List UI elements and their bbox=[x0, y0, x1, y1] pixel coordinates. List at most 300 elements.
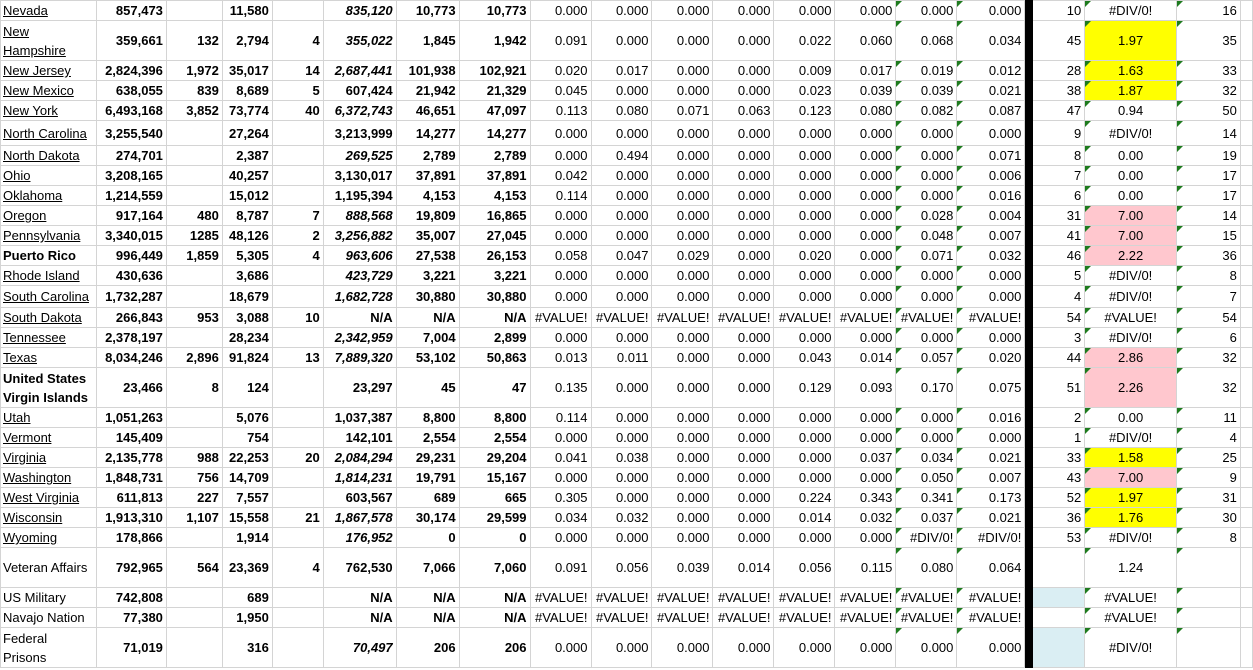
ratio-cell[interactable]: 0.000 bbox=[713, 246, 774, 266]
count-cell[interactable] bbox=[166, 121, 222, 146]
score-cell[interactable]: #DIV/0! bbox=[1085, 1, 1177, 21]
rank-cell[interactable]: 6 bbox=[1033, 186, 1085, 206]
count-cell[interactable]: 10 bbox=[272, 308, 323, 328]
ratio-cell[interactable]: 0.000 bbox=[530, 428, 591, 448]
rank-cell[interactable] bbox=[1033, 608, 1085, 628]
empty-cell[interactable] bbox=[1240, 628, 1252, 668]
count-cell[interactable]: 15,012 bbox=[222, 186, 272, 206]
empty-cell[interactable] bbox=[1240, 328, 1252, 348]
ratio-cell[interactable]: 0.000 bbox=[652, 328, 713, 348]
value-cell[interactable]: 423,729 bbox=[323, 266, 396, 286]
ratio-cell[interactable]: 0.045 bbox=[530, 81, 591, 101]
count-cell[interactable]: 5,305 bbox=[222, 246, 272, 266]
count-cell[interactable] bbox=[166, 166, 222, 186]
ratio-cell[interactable]: 0.000 bbox=[957, 328, 1025, 348]
ratio-cell[interactable]: 0.000 bbox=[591, 488, 652, 508]
value-cell[interactable]: 176,952 bbox=[323, 528, 396, 548]
ratio-cell[interactable]: 0.000 bbox=[896, 408, 957, 428]
count-cell[interactable]: 40 bbox=[272, 101, 323, 121]
ratio-cell[interactable]: 0.170 bbox=[896, 368, 957, 408]
value-cell[interactable]: N/A bbox=[396, 308, 459, 328]
rank-cell[interactable]: 51 bbox=[1033, 368, 1085, 408]
total-cell[interactable]: 792,965 bbox=[96, 548, 166, 588]
score-cell[interactable]: 2.26 bbox=[1085, 368, 1177, 408]
score-cell[interactable]: 2.22 bbox=[1085, 246, 1177, 266]
value-cell[interactable]: 3,130,017 bbox=[323, 166, 396, 186]
ratio-cell[interactable]: 0.000 bbox=[896, 628, 957, 668]
jurisdiction-cell[interactable]: Navajo Nation bbox=[1, 608, 97, 628]
count-cell[interactable]: 1,972 bbox=[166, 61, 222, 81]
count-cell[interactable]: 21 bbox=[272, 508, 323, 528]
ratio-cell[interactable]: 0.000 bbox=[713, 186, 774, 206]
ratio-cell[interactable]: 0.013 bbox=[530, 348, 591, 368]
ratio-cell[interactable]: 0.021 bbox=[957, 81, 1025, 101]
value-cell[interactable]: 206 bbox=[396, 628, 459, 668]
ratio-cell[interactable]: 0.037 bbox=[835, 448, 896, 468]
ratio-cell[interactable]: 0.000 bbox=[774, 328, 835, 348]
ratio-cell[interactable]: 0.012 bbox=[957, 61, 1025, 81]
rank-cell[interactable] bbox=[1177, 608, 1241, 628]
total-cell[interactable]: 638,055 bbox=[96, 81, 166, 101]
ratio-cell[interactable]: 0.050 bbox=[896, 468, 957, 488]
value-cell[interactable]: N/A bbox=[459, 608, 530, 628]
value-cell[interactable]: 14,277 bbox=[459, 121, 530, 146]
count-cell[interactable]: 14 bbox=[272, 61, 323, 81]
ratio-cell[interactable]: 0.000 bbox=[774, 468, 835, 488]
ratio-cell[interactable]: 0.000 bbox=[530, 528, 591, 548]
value-cell[interactable]: 21,942 bbox=[396, 81, 459, 101]
ratio-cell[interactable]: 0.000 bbox=[835, 246, 896, 266]
ratio-cell[interactable]: #VALUE! bbox=[896, 308, 957, 328]
ratio-cell[interactable]: 0.034 bbox=[896, 448, 957, 468]
rank-cell[interactable]: 2 bbox=[1033, 408, 1085, 428]
ratio-cell[interactable]: 0.000 bbox=[896, 166, 957, 186]
count-cell[interactable] bbox=[166, 328, 222, 348]
ratio-cell[interactable]: 0.000 bbox=[774, 166, 835, 186]
value-cell[interactable]: 762,530 bbox=[323, 548, 396, 588]
count-cell[interactable] bbox=[272, 628, 323, 668]
value-cell[interactable]: 53,102 bbox=[396, 348, 459, 368]
count-cell[interactable]: 15,558 bbox=[222, 508, 272, 528]
value-cell[interactable]: 4,153 bbox=[396, 186, 459, 206]
value-cell[interactable]: 963,606 bbox=[323, 246, 396, 266]
ratio-cell[interactable]: 0.014 bbox=[835, 348, 896, 368]
total-cell[interactable]: 611,813 bbox=[96, 488, 166, 508]
rank-cell[interactable]: 43 bbox=[1033, 468, 1085, 488]
ratio-cell[interactable]: 0.000 bbox=[835, 628, 896, 668]
count-cell[interactable]: 5 bbox=[272, 81, 323, 101]
value-cell[interactable]: 70,497 bbox=[323, 628, 396, 668]
count-cell[interactable] bbox=[166, 528, 222, 548]
value-cell[interactable]: 47 bbox=[459, 368, 530, 408]
ratio-cell[interactable]: 0.000 bbox=[957, 428, 1025, 448]
score-cell[interactable]: #DIV/0! bbox=[1085, 266, 1177, 286]
rank-cell[interactable] bbox=[1033, 628, 1085, 668]
count-cell[interactable] bbox=[272, 488, 323, 508]
count-cell[interactable]: 4 bbox=[272, 246, 323, 266]
value-cell[interactable]: N/A bbox=[396, 608, 459, 628]
ratio-cell[interactable]: 0.021 bbox=[957, 508, 1025, 528]
rank-cell[interactable]: 32 bbox=[1177, 81, 1241, 101]
count-cell[interactable]: 3,088 bbox=[222, 308, 272, 328]
count-cell[interactable] bbox=[272, 146, 323, 166]
ratio-cell[interactable]: 0.000 bbox=[652, 348, 713, 368]
ratio-cell[interactable]: 0.093 bbox=[835, 368, 896, 408]
rank-cell[interactable]: 7 bbox=[1177, 286, 1241, 308]
jurisdiction-cell[interactable]: Wisconsin bbox=[1, 508, 97, 528]
ratio-cell[interactable]: 0.007 bbox=[957, 468, 1025, 488]
value-cell[interactable]: 6,372,743 bbox=[323, 101, 396, 121]
ratio-cell[interactable]: 0.023 bbox=[774, 81, 835, 101]
jurisdiction-cell[interactable]: Federal Prisons bbox=[1, 628, 97, 668]
value-cell[interactable]: 665 bbox=[459, 488, 530, 508]
ratio-cell[interactable]: 0.000 bbox=[591, 206, 652, 226]
ratio-cell[interactable]: 0.057 bbox=[896, 348, 957, 368]
rank-cell[interactable]: 35 bbox=[1177, 21, 1241, 61]
ratio-cell[interactable]: 0.006 bbox=[957, 166, 1025, 186]
ratio-cell[interactable]: 0.071 bbox=[652, 101, 713, 121]
empty-cell[interactable] bbox=[1240, 488, 1252, 508]
value-cell[interactable]: N/A bbox=[396, 588, 459, 608]
ratio-cell[interactable]: 0.000 bbox=[591, 368, 652, 408]
ratio-cell[interactable]: 0.114 bbox=[530, 186, 591, 206]
ratio-cell[interactable]: 0.341 bbox=[896, 488, 957, 508]
ratio-cell[interactable]: 0.123 bbox=[774, 101, 835, 121]
ratio-cell[interactable]: 0.000 bbox=[835, 226, 896, 246]
rank-cell[interactable]: 31 bbox=[1033, 206, 1085, 226]
empty-cell[interactable] bbox=[1240, 428, 1252, 448]
ratio-cell[interactable]: 0.000 bbox=[835, 286, 896, 308]
ratio-cell[interactable]: 0.042 bbox=[530, 166, 591, 186]
total-cell[interactable]: 266,843 bbox=[96, 308, 166, 328]
ratio-cell[interactable]: 0.000 bbox=[530, 328, 591, 348]
ratio-cell[interactable]: 0.000 bbox=[896, 1, 957, 21]
ratio-cell[interactable]: 0.000 bbox=[591, 81, 652, 101]
ratio-cell[interactable]: #VALUE! bbox=[896, 588, 957, 608]
ratio-cell[interactable]: 0.019 bbox=[896, 61, 957, 81]
total-cell[interactable]: 77,380 bbox=[96, 608, 166, 628]
jurisdiction-cell[interactable]: Vermont bbox=[1, 428, 97, 448]
ratio-cell[interactable]: 0.000 bbox=[774, 448, 835, 468]
ratio-cell[interactable]: 0.020 bbox=[957, 348, 1025, 368]
ratio-cell[interactable]: 0.032 bbox=[957, 246, 1025, 266]
ratio-cell[interactable]: 0.017 bbox=[835, 61, 896, 81]
ratio-cell[interactable]: 0.000 bbox=[774, 528, 835, 548]
ratio-cell[interactable]: 0.173 bbox=[957, 488, 1025, 508]
ratio-cell[interactable]: 0.000 bbox=[652, 186, 713, 206]
empty-cell[interactable] bbox=[1240, 588, 1252, 608]
empty-cell[interactable] bbox=[1240, 468, 1252, 488]
ratio-cell[interactable]: 0.060 bbox=[835, 21, 896, 61]
value-cell[interactable]: 37,891 bbox=[459, 166, 530, 186]
jurisdiction-cell[interactable]: North Carolina bbox=[1, 121, 97, 146]
ratio-cell[interactable]: 0.080 bbox=[835, 101, 896, 121]
ratio-cell[interactable]: 0.000 bbox=[835, 468, 896, 488]
ratio-cell[interactable]: 0.000 bbox=[713, 468, 774, 488]
count-cell[interactable]: 13 bbox=[272, 348, 323, 368]
value-cell[interactable]: 0 bbox=[459, 528, 530, 548]
value-cell[interactable]: 8,800 bbox=[459, 408, 530, 428]
score-cell[interactable]: #DIV/0! bbox=[1085, 628, 1177, 668]
count-cell[interactable]: 2,387 bbox=[222, 146, 272, 166]
ratio-cell[interactable]: 0.034 bbox=[957, 21, 1025, 61]
ratio-cell[interactable]: 0.080 bbox=[896, 548, 957, 588]
count-cell[interactable] bbox=[166, 1, 222, 21]
value-cell[interactable]: 102,921 bbox=[459, 61, 530, 81]
count-cell[interactable] bbox=[166, 628, 222, 668]
score-cell[interactable]: 0.00 bbox=[1085, 408, 1177, 428]
value-cell[interactable]: 2,789 bbox=[396, 146, 459, 166]
ratio-cell[interactable]: 0.000 bbox=[774, 1, 835, 21]
ratio-cell[interactable]: 0.000 bbox=[896, 146, 957, 166]
score-cell[interactable]: 0.00 bbox=[1085, 166, 1177, 186]
ratio-cell[interactable]: 0.113 bbox=[530, 101, 591, 121]
rank-cell[interactable]: 33 bbox=[1177, 61, 1241, 81]
count-cell[interactable]: 18,679 bbox=[222, 286, 272, 308]
value-cell[interactable]: 21,329 bbox=[459, 81, 530, 101]
ratio-cell[interactable]: 0.016 bbox=[957, 186, 1025, 206]
empty-cell[interactable] bbox=[1240, 508, 1252, 528]
ratio-cell[interactable]: 0.000 bbox=[530, 1, 591, 21]
empty-cell[interactable] bbox=[1240, 266, 1252, 286]
rank-cell[interactable]: 7 bbox=[1033, 166, 1085, 186]
value-cell[interactable]: 603,567 bbox=[323, 488, 396, 508]
ratio-cell[interactable]: 0.009 bbox=[774, 61, 835, 81]
rank-cell[interactable]: 14 bbox=[1177, 206, 1241, 226]
value-cell[interactable]: 7,004 bbox=[396, 328, 459, 348]
value-cell[interactable]: 26,153 bbox=[459, 246, 530, 266]
ratio-cell[interactable]: 0.000 bbox=[652, 488, 713, 508]
rank-cell[interactable]: 54 bbox=[1177, 308, 1241, 328]
ratio-cell[interactable]: 0.039 bbox=[896, 81, 957, 101]
ratio-cell[interactable]: 0.000 bbox=[774, 428, 835, 448]
ratio-cell[interactable]: 0.115 bbox=[835, 548, 896, 588]
rank-cell[interactable]: 15 bbox=[1177, 226, 1241, 246]
ratio-cell[interactable]: 0.000 bbox=[652, 528, 713, 548]
jurisdiction-cell[interactable]: New Hampshire bbox=[1, 21, 97, 61]
score-cell[interactable]: #VALUE! bbox=[1085, 588, 1177, 608]
ratio-cell[interactable]: #VALUE! bbox=[835, 608, 896, 628]
ratio-cell[interactable]: 0.000 bbox=[713, 368, 774, 408]
total-cell[interactable]: 3,208,165 bbox=[96, 166, 166, 186]
ratio-cell[interactable]: 0.000 bbox=[591, 408, 652, 428]
ratio-cell[interactable]: #VALUE! bbox=[774, 308, 835, 328]
ratio-cell[interactable]: 0.021 bbox=[957, 448, 1025, 468]
score-cell[interactable]: 1.24 bbox=[1085, 548, 1177, 588]
rank-cell[interactable] bbox=[1177, 588, 1241, 608]
count-cell[interactable]: 4 bbox=[272, 548, 323, 588]
value-cell[interactable]: 2,687,441 bbox=[323, 61, 396, 81]
score-cell[interactable]: #VALUE! bbox=[1085, 308, 1177, 328]
score-cell[interactable]: 1.76 bbox=[1085, 508, 1177, 528]
ratio-cell[interactable]: 0.000 bbox=[713, 328, 774, 348]
score-cell[interactable]: 7.00 bbox=[1085, 206, 1177, 226]
ratio-cell[interactable]: 0.038 bbox=[591, 448, 652, 468]
ratio-cell[interactable]: 0.041 bbox=[530, 448, 591, 468]
ratio-cell[interactable]: #VALUE! bbox=[774, 608, 835, 628]
ratio-cell[interactable]: 0.000 bbox=[774, 226, 835, 246]
ratio-cell[interactable]: 0.000 bbox=[652, 408, 713, 428]
rank-cell[interactable]: 30 bbox=[1177, 508, 1241, 528]
value-cell[interactable]: N/A bbox=[323, 608, 396, 628]
rank-cell[interactable]: 8 bbox=[1177, 528, 1241, 548]
count-cell[interactable] bbox=[272, 588, 323, 608]
value-cell[interactable]: N/A bbox=[459, 588, 530, 608]
ratio-cell[interactable]: 0.000 bbox=[652, 508, 713, 528]
count-cell[interactable]: 124 bbox=[222, 368, 272, 408]
count-cell[interactable]: 2,896 bbox=[166, 348, 222, 368]
score-cell[interactable]: #DIV/0! bbox=[1085, 428, 1177, 448]
ratio-cell[interactable]: 0.000 bbox=[835, 428, 896, 448]
ratio-cell[interactable]: #VALUE! bbox=[713, 608, 774, 628]
ratio-cell[interactable]: 0.000 bbox=[957, 1, 1025, 21]
count-cell[interactable] bbox=[166, 146, 222, 166]
ratio-cell[interactable]: 0.029 bbox=[652, 246, 713, 266]
ratio-cell[interactable]: #VALUE! bbox=[713, 588, 774, 608]
rank-cell[interactable]: 44 bbox=[1033, 348, 1085, 368]
total-cell[interactable]: 1,913,310 bbox=[96, 508, 166, 528]
rank-cell[interactable]: 54 bbox=[1033, 308, 1085, 328]
ratio-cell[interactable]: 0.000 bbox=[591, 286, 652, 308]
ratio-cell[interactable]: 0.000 bbox=[713, 488, 774, 508]
ratio-cell[interactable]: 0.000 bbox=[713, 21, 774, 61]
ratio-cell[interactable]: #VALUE! bbox=[957, 608, 1025, 628]
value-cell[interactable]: 1,037,387 bbox=[323, 408, 396, 428]
value-cell[interactable]: 206 bbox=[459, 628, 530, 668]
ratio-cell[interactable]: 0.000 bbox=[835, 408, 896, 428]
ratio-cell[interactable]: 0.014 bbox=[713, 548, 774, 588]
count-cell[interactable] bbox=[166, 186, 222, 206]
ratio-cell[interactable]: 0.048 bbox=[896, 226, 957, 246]
value-cell[interactable]: 27,538 bbox=[396, 246, 459, 266]
ratio-cell[interactable]: 0.000 bbox=[530, 266, 591, 286]
ratio-cell[interactable]: 0.000 bbox=[713, 146, 774, 166]
ratio-cell[interactable]: 0.000 bbox=[896, 186, 957, 206]
rank-cell[interactable]: 9 bbox=[1033, 121, 1085, 146]
empty-cell[interactable] bbox=[1240, 206, 1252, 226]
ratio-cell[interactable]: #VALUE! bbox=[713, 308, 774, 328]
jurisdiction-cell[interactable]: Wyoming bbox=[1, 528, 97, 548]
rank-cell[interactable]: 17 bbox=[1177, 166, 1241, 186]
ratio-cell[interactable]: 0.000 bbox=[957, 286, 1025, 308]
score-cell[interactable]: 7.00 bbox=[1085, 226, 1177, 246]
total-cell[interactable]: 8,034,246 bbox=[96, 348, 166, 368]
rank-cell[interactable]: 3 bbox=[1033, 328, 1085, 348]
ratio-cell[interactable]: 0.071 bbox=[896, 246, 957, 266]
count-cell[interactable] bbox=[272, 166, 323, 186]
rank-cell[interactable]: 50 bbox=[1177, 101, 1241, 121]
empty-cell[interactable] bbox=[1240, 348, 1252, 368]
ratio-cell[interactable]: 0.034 bbox=[530, 508, 591, 528]
ratio-cell[interactable]: 0.000 bbox=[713, 528, 774, 548]
ratio-cell[interactable]: 0.000 bbox=[652, 61, 713, 81]
ratio-cell[interactable]: 0.000 bbox=[591, 468, 652, 488]
ratio-cell[interactable]: 0.071 bbox=[957, 146, 1025, 166]
ratio-cell[interactable]: #VALUE! bbox=[652, 588, 713, 608]
value-cell[interactable]: 47,097 bbox=[459, 101, 530, 121]
rank-cell[interactable]: 47 bbox=[1033, 101, 1085, 121]
count-cell[interactable] bbox=[166, 408, 222, 428]
ratio-cell[interactable]: 0.000 bbox=[835, 206, 896, 226]
rank-cell[interactable]: 36 bbox=[1177, 246, 1241, 266]
score-cell[interactable]: 1.87 bbox=[1085, 81, 1177, 101]
count-cell[interactable]: 2,794 bbox=[222, 21, 272, 61]
value-cell[interactable]: 7,066 bbox=[396, 548, 459, 588]
ratio-cell[interactable]: 0.056 bbox=[591, 548, 652, 588]
value-cell[interactable]: 46,651 bbox=[396, 101, 459, 121]
jurisdiction-cell[interactable]: Utah bbox=[1, 408, 97, 428]
ratio-cell[interactable]: 0.000 bbox=[774, 206, 835, 226]
count-cell[interactable] bbox=[272, 121, 323, 146]
ratio-cell[interactable]: 0.000 bbox=[591, 428, 652, 448]
value-cell[interactable]: 355,022 bbox=[323, 21, 396, 61]
ratio-cell[interactable]: 0.000 bbox=[591, 628, 652, 668]
ratio-cell[interactable]: 0.000 bbox=[591, 226, 652, 246]
count-cell[interactable]: 564 bbox=[166, 548, 222, 588]
rank-cell[interactable]: 8 bbox=[1033, 146, 1085, 166]
total-cell[interactable]: 3,255,540 bbox=[96, 121, 166, 146]
empty-cell[interactable] bbox=[1240, 21, 1252, 61]
count-cell[interactable]: 40,257 bbox=[222, 166, 272, 186]
value-cell[interactable]: 607,424 bbox=[323, 81, 396, 101]
count-cell[interactable]: 227 bbox=[166, 488, 222, 508]
ratio-cell[interactable]: 0.000 bbox=[713, 628, 774, 668]
ratio-cell[interactable]: 0.000 bbox=[774, 266, 835, 286]
ratio-cell[interactable]: #VALUE! bbox=[896, 608, 957, 628]
ratio-cell[interactable]: 0.000 bbox=[835, 528, 896, 548]
count-cell[interactable] bbox=[166, 608, 222, 628]
count-cell[interactable] bbox=[166, 588, 222, 608]
ratio-cell[interactable]: 0.011 bbox=[591, 348, 652, 368]
count-cell[interactable]: 4 bbox=[272, 21, 323, 61]
jurisdiction-cell[interactable]: New Mexico bbox=[1, 81, 97, 101]
value-cell[interactable]: 1,195,394 bbox=[323, 186, 396, 206]
jurisdiction-cell[interactable]: Puerto Rico bbox=[1, 246, 97, 266]
value-cell[interactable]: 29,204 bbox=[459, 448, 530, 468]
ratio-cell[interactable]: 0.028 bbox=[896, 206, 957, 226]
empty-cell[interactable] bbox=[1240, 308, 1252, 328]
score-cell[interactable]: #DIV/0! bbox=[1085, 328, 1177, 348]
ratio-cell[interactable]: 0.032 bbox=[591, 508, 652, 528]
score-cell[interactable]: 1.97 bbox=[1085, 488, 1177, 508]
ratio-cell[interactable]: 0.004 bbox=[957, 206, 1025, 226]
count-cell[interactable]: 48,126 bbox=[222, 226, 272, 246]
ratio-cell[interactable]: 0.032 bbox=[835, 508, 896, 528]
total-cell[interactable]: 178,866 bbox=[96, 528, 166, 548]
value-cell[interactable]: 3,221 bbox=[459, 266, 530, 286]
rank-cell[interactable]: 11 bbox=[1177, 408, 1241, 428]
ratio-cell[interactable]: #DIV/0! bbox=[957, 528, 1025, 548]
count-cell[interactable]: 7,557 bbox=[222, 488, 272, 508]
ratio-cell[interactable]: 0.000 bbox=[652, 428, 713, 448]
rank-cell[interactable]: 32 bbox=[1177, 368, 1241, 408]
total-cell[interactable]: 1,214,559 bbox=[96, 186, 166, 206]
count-cell[interactable]: 3,852 bbox=[166, 101, 222, 121]
value-cell[interactable]: 1,682,728 bbox=[323, 286, 396, 308]
ratio-cell[interactable]: 0.000 bbox=[713, 226, 774, 246]
count-cell[interactable]: 988 bbox=[166, 448, 222, 468]
total-cell[interactable]: 274,701 bbox=[96, 146, 166, 166]
count-cell[interactable]: 689 bbox=[222, 588, 272, 608]
jurisdiction-cell[interactable]: Oklahoma bbox=[1, 186, 97, 206]
ratio-cell[interactable]: 0.000 bbox=[713, 1, 774, 21]
ratio-cell[interactable]: 0.058 bbox=[530, 246, 591, 266]
ratio-cell[interactable]: #VALUE! bbox=[530, 308, 591, 328]
count-cell[interactable]: 1,914 bbox=[222, 528, 272, 548]
rank-cell[interactable]: 52 bbox=[1033, 488, 1085, 508]
empty-cell[interactable] bbox=[1240, 246, 1252, 266]
rank-cell[interactable]: 1 bbox=[1033, 428, 1085, 448]
